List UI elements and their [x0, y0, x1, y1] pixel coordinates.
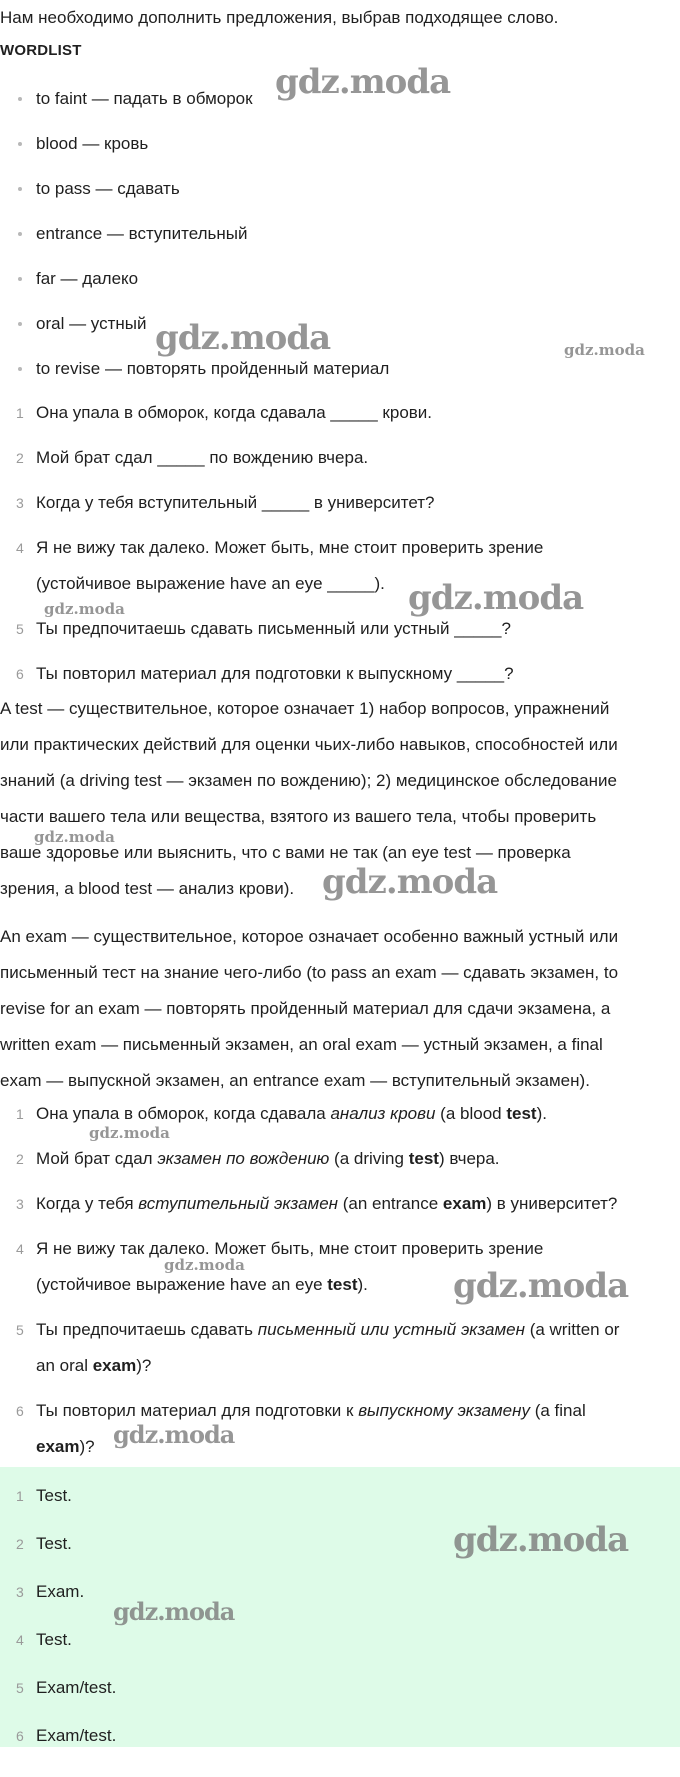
item-number: 4 [16, 540, 24, 556]
item-number: 4 [16, 1632, 24, 1648]
italic-phrase: вступительный экзамен [138, 1194, 338, 1213]
exercise-item [0, 395, 543, 431]
item-number: 6 [16, 1728, 24, 1744]
item-number: 3 [16, 1196, 24, 1212]
answer-text: Exam/test. [36, 1726, 117, 1745]
item-number: 2 [16, 1536, 24, 1552]
answer-item [0, 1476, 116, 1524]
bold-word: exam [442, 1194, 487, 1213]
item-number: 6 [16, 1403, 24, 1419]
paragraph-line: revise for an exam — повторять пройденный материал для сдачи экзамена, a [0, 999, 611, 1018]
text-part: an oral [36, 1356, 93, 1375]
exam-definition [0, 919, 680, 1099]
item-number: 3 [16, 495, 24, 511]
watermark: gdz.moda [44, 600, 125, 618]
exercise-text: Она упала в обморок, когда сдавала _____ крови. [36, 403, 433, 422]
text-part: ). [357, 1275, 368, 1294]
exercise-text: Когда у тебя вступительный _____ в университет? [36, 493, 435, 512]
paragraph-line: exam — выпускной экзамен, an entrance exam — вступительный экзамен). [0, 1071, 590, 1090]
item-number: 5 [16, 1322, 24, 1338]
answer-item [0, 1716, 116, 1764]
watermark: gdz.moda [113, 1597, 235, 1626]
item-number: 2 [16, 450, 24, 466]
item-number: 4 [16, 1241, 24, 1257]
watermark: gdz.moda [113, 1420, 235, 1449]
translation-item [0, 1186, 619, 1222]
item-number: 1 [16, 1106, 24, 1122]
exercise-text: Мой брат сдал _____ по вождению вчера. [36, 448, 369, 467]
text-part: (a blood [435, 1104, 507, 1123]
exercise-item [0, 656, 543, 692]
watermark: gdz.moda [453, 1520, 629, 1560]
bold-word: exam [36, 1437, 80, 1456]
paragraph-line: знаний (a driving test — экзамен по вождению); 2) медицинское обследование [0, 771, 617, 790]
answer-text: Exam. [36, 1582, 85, 1601]
wordlist-item: to revise — повторять пройденный материал [0, 357, 389, 402]
exercise-text-line: Я не вижу так далеко. Может быть, мне стоит проверить зрение [36, 538, 544, 557]
italic-phrase: анализ крови [330, 1104, 436, 1123]
watermark: gdz.moda [89, 1124, 170, 1142]
text-part: Мой брат сдал [36, 1149, 158, 1168]
italic-phrase: экзамен по вождению [157, 1149, 330, 1168]
exercise-item [0, 485, 543, 521]
translation-item [0, 1141, 619, 1177]
watermark: gdz.moda [164, 1256, 245, 1274]
exercise-text: Ты предпочитаешь сдавать письменный или устный _____? [36, 619, 511, 638]
bold-word: test [506, 1104, 537, 1123]
item-number: 5 [16, 1680, 24, 1696]
paragraph-line: части вашего тела или вещества, взятого из вашего тела, чтобы проверить [0, 807, 597, 826]
text-part: (a written or [524, 1320, 620, 1339]
paragraph-line: зрения, a blood test — анализ крови). [0, 879, 295, 898]
paragraph-line: A test — существительное, которое означает 1) набор вопросов, упражнений [0, 699, 610, 718]
item-number: 6 [16, 666, 24, 682]
text-part: (устойчивое выражение have an eye [36, 1275, 328, 1294]
watermark: gdz.moda [155, 318, 331, 358]
exercise-list [0, 395, 543, 701]
text-part: Ты повторил материал для подготовки к [36, 1401, 359, 1420]
wordlist-item: far — далеко [0, 267, 389, 312]
text-part: (an entrance [338, 1194, 443, 1213]
item-number: 1 [16, 1488, 24, 1504]
watermark: gdz.moda [275, 62, 451, 102]
paragraph-line: или практических действий для оценки чьих-либо навыков, способностей или [0, 735, 618, 754]
text-part: )? [136, 1356, 152, 1375]
paragraph-line: written exam — письменный экзамен, an oral exam — устный экзамен, a final [0, 1035, 603, 1054]
text-part: )? [79, 1437, 95, 1456]
text-part: ) в университет? [486, 1194, 618, 1213]
bold-word: exam [92, 1356, 137, 1375]
paragraph-line: ваше здоровье или выяснить, что с вами не так (an eye test — проверка [0, 843, 571, 862]
wordlist-item: to faint — падать в обморок [0, 87, 389, 132]
text-part: (a final [529, 1401, 586, 1420]
text-part: ) вчера. [438, 1149, 500, 1168]
wordlist-item: blood — кровь [0, 132, 389, 177]
answer-item [0, 1620, 116, 1668]
answer-block [0, 1467, 680, 1747]
exercise-text-line: (устойчивое выражение have an eye _____). [36, 574, 385, 593]
text-part: Она упала в обморок, когда сдавала [36, 1104, 331, 1123]
exercise-item [0, 440, 543, 476]
exercise-text: Ты повторил материал для подготовки к выпускному _____? [36, 664, 514, 683]
wordlist-item: entrance — вступительный [0, 222, 389, 267]
paragraph-line: письменный тест на знание чего-либо (to pass an exam — сдавать экзамен, to [0, 963, 619, 982]
answer-text: Test. [36, 1486, 72, 1505]
watermark: gdz.moda [453, 1266, 629, 1306]
watermark: gdz.moda [408, 578, 584, 618]
text-part: Я не вижу так далеко. Может быть, мне стоит проверить зрение [36, 1239, 544, 1258]
bold-word: test [327, 1275, 358, 1294]
answer-text: Test. [36, 1534, 72, 1553]
watermark: gdz.moda [322, 862, 498, 902]
watermark: gdz.moda [34, 828, 115, 846]
translation-item [0, 1312, 619, 1384]
watermark: gdz.moda [564, 341, 645, 359]
item-number: 1 [16, 405, 24, 421]
answer-text: Test. [36, 1630, 72, 1649]
text-part: ). [536, 1104, 547, 1123]
answer-item [0, 1524, 116, 1572]
item-number: 2 [16, 1151, 24, 1167]
wordlist-item: oral — устный [0, 312, 389, 357]
text-part: (a driving [329, 1149, 409, 1168]
italic-phrase: письменный или устный экзамен [257, 1320, 525, 1339]
item-number: 3 [16, 1584, 24, 1600]
answer-item [0, 1572, 116, 1620]
text-part: Ты предпочитаешь сдавать [36, 1320, 258, 1339]
answer-list [0, 1476, 116, 1764]
paragraph-line: An exam — существительное, которое означает особенно важный устный или [0, 927, 619, 946]
wordlist-item: to pass — сдавать [0, 177, 389, 222]
wordlist-title: WORDLIST [0, 42, 82, 59]
answer-text: Exam/test. [36, 1678, 117, 1697]
translation-item [0, 1393, 619, 1465]
bold-word: test [408, 1149, 439, 1168]
italic-phrase: выпускному экзамену [358, 1401, 530, 1420]
text-part: Когда у тебя [36, 1194, 139, 1213]
item-number: 5 [16, 621, 24, 637]
answer-item [0, 1668, 116, 1716]
task-instruction: Нам необходимо дополнить предложения, выбрав подходящее слово. [0, 8, 559, 27]
